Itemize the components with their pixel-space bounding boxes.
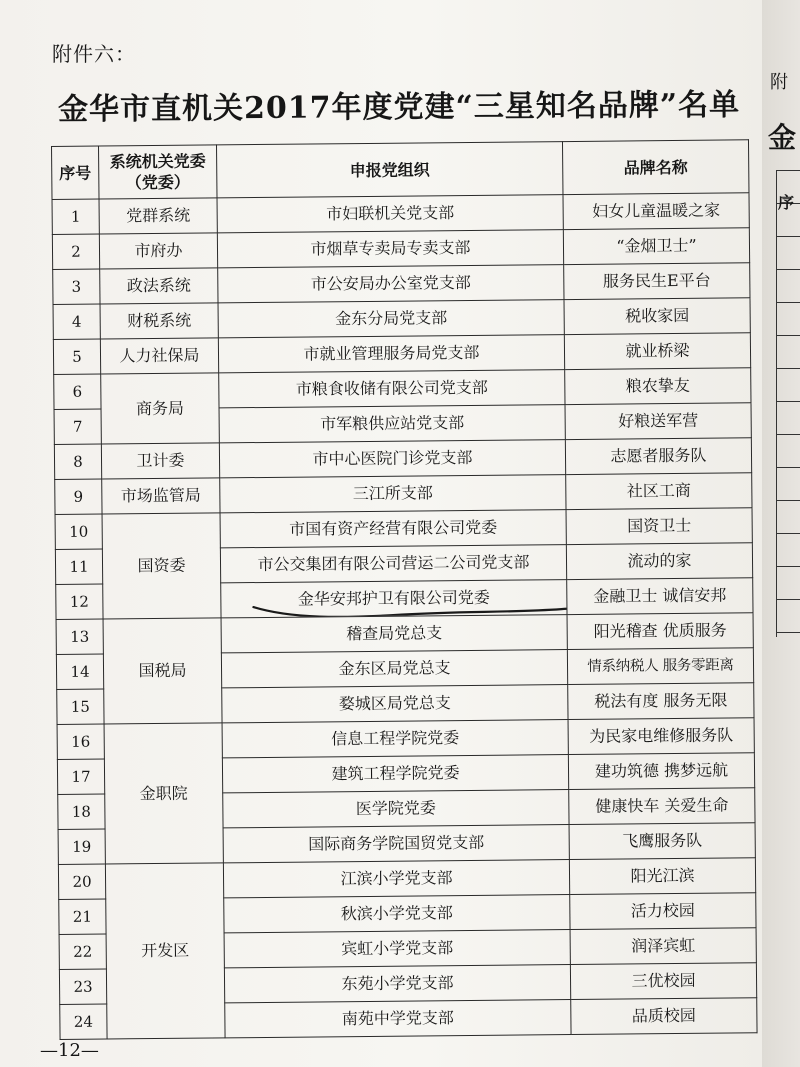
row-number: 7	[54, 409, 101, 444]
row-number: 1	[52, 199, 99, 234]
row-number: 16	[57, 724, 104, 759]
brand-cell: 服务民生E平台	[564, 263, 750, 300]
organization-cell: 建筑工程学院党委	[222, 755, 568, 793]
next-page-table-edge	[776, 170, 800, 637]
system-cell: 卫计委	[101, 443, 219, 479]
organization-cell: 南苑中学党支部	[225, 1000, 571, 1038]
organization-cell: 市就业管理服务局党支部	[218, 335, 564, 373]
organization-cell: 东苑小学党支部	[224, 965, 570, 1003]
system-cell: 商务局	[101, 373, 220, 444]
table-body	[52, 193, 757, 1040]
organization-cell: 市中心医院门诊党支部	[219, 440, 565, 478]
system-cell: 财税系统	[100, 303, 218, 339]
header-system: 系统机关党委（党委）	[99, 145, 218, 199]
underlined-organization	[298, 589, 490, 609]
organization-cell: 江滨小学党支部	[223, 860, 569, 898]
brand-cell: 志愿者服务队	[565, 438, 751, 475]
row-number: 8	[54, 444, 101, 479]
organization-cell: 金东区局党总支	[221, 650, 567, 688]
row-number: 24	[60, 1004, 107, 1039]
row-number: 2	[52, 234, 99, 269]
row-number: 11	[55, 549, 102, 584]
row-number: 19	[58, 829, 105, 864]
row-number: 3	[53, 269, 100, 304]
row-number: 14	[56, 654, 103, 689]
organization-cell: 市公安局办公室党支部	[218, 265, 564, 303]
brand-cell: 税法有度 服务无限	[568, 683, 754, 720]
brand-cell: 妇女儿童温暖之家	[563, 193, 749, 230]
organization-cell: 市国有资产经营有限公司党委	[220, 510, 566, 548]
brand-cell: 阳光江滨	[569, 858, 755, 895]
brand-cell: 润泽宾虹	[570, 928, 756, 965]
brand-cell: 税收家园	[564, 298, 750, 335]
brand-cell: 为民家电维修服务队	[568, 718, 754, 755]
brand-cell: 好粮送军营	[565, 403, 751, 440]
organization-cell: 三江所支部	[220, 475, 566, 513]
row-number: 10	[55, 514, 102, 549]
organization-cell: 市军粮供应站党支部	[219, 405, 565, 443]
brand-cell: 情系纳税人 服务零距离	[567, 648, 753, 685]
system-cell: 党群系统	[99, 198, 217, 234]
row-number: 23	[59, 969, 106, 1004]
system-cell: 政法系统	[100, 268, 218, 304]
system-cell: 开发区	[105, 863, 225, 1039]
organization-cell: 宾虹小学党支部	[224, 930, 570, 968]
brand-cell: “金烟卫士”	[563, 228, 749, 265]
organization-cell: 市公交集团有限公司营运二公司党支部	[220, 545, 566, 583]
organization-cell: 信息工程学院党委	[222, 720, 568, 758]
brand-cell: 建功筑德 携梦远航	[568, 753, 754, 790]
brand-cell: 健康快车 关爱生命	[569, 788, 755, 825]
system-cell: 国税局	[103, 618, 222, 724]
system-cell: 市场监管局	[102, 478, 220, 514]
row-number: 13	[56, 619, 103, 654]
brand-cell: 三优校园	[570, 963, 756, 1000]
system-cell: 国资委	[102, 513, 221, 619]
row-number: 12	[56, 584, 103, 619]
brand-cell: 品质校园	[571, 998, 757, 1035]
row-number: 15	[57, 689, 104, 724]
row-number: 4	[53, 304, 100, 339]
organization-cell: 市粮食收储有限公司党支部	[219, 370, 565, 408]
organization-cell: 稽查局党总支	[221, 615, 567, 653]
brand-cell: 阳光稽查 优质服务	[567, 613, 753, 650]
header-brand: 品牌名称	[562, 140, 749, 195]
attachment-label: 附件六：	[52, 42, 136, 66]
header-number: 序号	[52, 146, 100, 199]
organization-cell: 金东分局党支部	[218, 300, 564, 338]
organization-cell: 市烟草专卖局专卖支部	[217, 230, 563, 268]
organization-cell: 市妇联机关党支部	[217, 195, 563, 233]
system-cell: 市府办	[99, 233, 217, 269]
next-page-title-char: 金	[768, 121, 797, 154]
next-page-header-char: 序	[778, 193, 795, 212]
brand-cell: 活力校园	[570, 893, 756, 930]
next-page-attachment-char: 附	[770, 72, 788, 93]
page-number: —12—	[40, 1040, 99, 1061]
brand-cell: 飞鹰服务队	[569, 823, 755, 860]
row-number: 5	[53, 339, 100, 374]
row-number: 20	[58, 864, 105, 899]
brand-cell: 粮农挚友	[565, 368, 751, 405]
next-page-edge	[762, 0, 800, 1067]
brand-cell: 流动的家	[566, 543, 752, 580]
row-number: 21	[59, 899, 106, 934]
row-number: 6	[54, 374, 101, 409]
organization-cell: 秋滨小学党支部	[224, 895, 570, 933]
organization-text: 金华安邦护卫有限公司党委	[297, 587, 490, 609]
table-header-row	[52, 140, 749, 200]
document-title: 金华市直机关2017年度党建“三星知名品牌”名单	[57, 87, 741, 128]
organization-cell: 国际商务学院国贸党支部	[223, 825, 569, 863]
brand-cell: 金融卫士 诚信安邦	[567, 578, 753, 615]
header-organization: 申报党组织	[216, 142, 562, 198]
row-number: 9	[55, 479, 102, 514]
brand-cell: 社区工商	[566, 473, 752, 510]
system-cell: 金职院	[104, 723, 223, 864]
organization-cell: 医学院党委	[223, 790, 569, 828]
organization-cell: 婺城区局党总支	[222, 685, 568, 723]
row-number: 22	[59, 934, 106, 969]
brand-list-table	[51, 139, 758, 1040]
system-cell: 人力社保局	[100, 338, 218, 374]
organization-cell	[221, 580, 567, 618]
brand-cell: 就业桥梁	[564, 333, 750, 370]
row-number: 18	[58, 794, 105, 829]
row-number: 17	[57, 759, 104, 794]
brand-cell: 国资卫士	[566, 508, 752, 545]
